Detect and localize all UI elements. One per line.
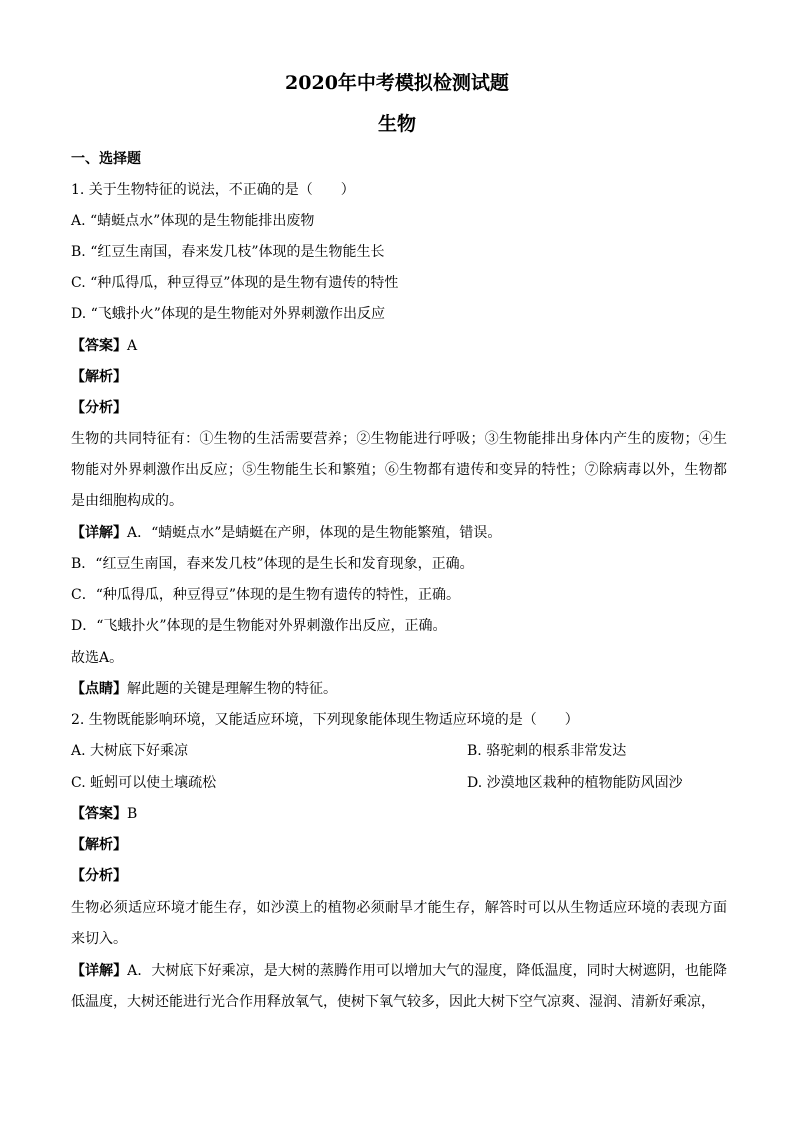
q1-fenxi-text: 生物的共同特征有：①生物的生活需要营养；②生物能进行呼吸；③生物能排出身体内产生的废物；④生物能对外界刺激作出反应；⑤生物能生长和繁殖；⑥生物都有遗传和变异的特性；⑦除病毒以外，生物都是由细胞构成的。 (71, 431, 727, 509)
detail-text: A．大树底下好乘凉，是大树的蒸腾作用可以增加大气的湿度，降低温度，同时大树遮阴，也能降低温度，大树还能进行光合作用释放氧气，使树下氧气较多，因此大树下空气凉爽、湿润、清新好乘凉， (71, 963, 728, 1010)
answer-value: A (127, 338, 138, 354)
subject-title: 生物 (377, 113, 416, 135)
answer-value: B (127, 806, 138, 822)
analysis-tag: 【解析】 (71, 837, 127, 853)
fenxi-tag: 【分析】 (71, 400, 127, 416)
q1-detail-d: D．“飞蛾扑火”体现的是生物能对外界刺激作出反应，正确。 (71, 618, 447, 634)
q2-options-row-2 (71, 773, 726, 793)
q2-answer (71, 804, 726, 824)
q1-detail-c: C．“种瓜得瓜，种豆得豆”体现的是生物有遗传的特性，正确。 (71, 587, 461, 603)
comment-tag: 【点睛】 (71, 681, 127, 697)
q1-stem: 1. 关于生物特征的说法，不正确的是（ ） (71, 182, 355, 198)
answer-tag: 【答案】 (71, 806, 127, 822)
q2-option-d: D. 沙漠地区栽种的植物能防风固沙 (467, 775, 683, 791)
detail-tag: 【详解】 (71, 525, 127, 541)
q2-detail (71, 956, 727, 1018)
q1-detail-a (71, 523, 726, 543)
comment-text: 解此题的关键是理解生物的特征。 (127, 681, 337, 697)
q1-option-b: B. “红豆生南国，春来发几枝”体现的是生物能生长 (71, 244, 385, 260)
q1-detail-b: B．“红豆生南国，春来发几枝”体现的是生长和发育现象，正确。 (71, 556, 474, 572)
detail-tag: 【详解】 (71, 963, 128, 979)
q2-fenxi-text: 生物必须适应环境才能生存，如沙漠上的植物必须耐旱才能生存，解答时可以从生物适应环境的表现方面来切入。 (71, 900, 727, 947)
exam-title: 2020年中考模拟检测试题 (285, 72, 509, 94)
q1-option-d: D. “飞蛾扑火”体现的是生物能对外界刺激作出反应 (71, 306, 385, 322)
fenxi-tag: 【分析】 (71, 868, 127, 884)
q2-option-a: A. 大树底下好乘凉 (71, 743, 189, 759)
section-heading: 一、选择题 (71, 151, 141, 167)
q1-answer (71, 336, 726, 356)
q2-stem: 2. 生物既能影响环境，又能适应环境，下列现象能体现生物适应环境的是（ ） (71, 712, 579, 728)
answer-tag: 【答案】 (71, 338, 127, 354)
q1-comment (71, 679, 726, 699)
analysis-tag: 【解析】 (71, 369, 127, 385)
q1-option-c: C. “种瓜得瓜，种豆得豆”体现的是生物有遗传的特性 (71, 275, 399, 291)
q1-conclusion: 故选A。 (71, 650, 124, 666)
q2-option-c: C. 蚯蚓可以使土壤疏松 (71, 775, 217, 791)
q2-option-b: B. 骆驼刺的根系非常发达 (467, 743, 627, 759)
q1-option-a: A. “蜻蜓点水”体现的是生物能排出废物 (71, 213, 315, 229)
detail-text: A．“蜻蜓点水”是蜻蜓在产卵，体现的是生物能繁殖，错误。 (127, 525, 502, 541)
q2-options-row-1 (71, 741, 726, 761)
